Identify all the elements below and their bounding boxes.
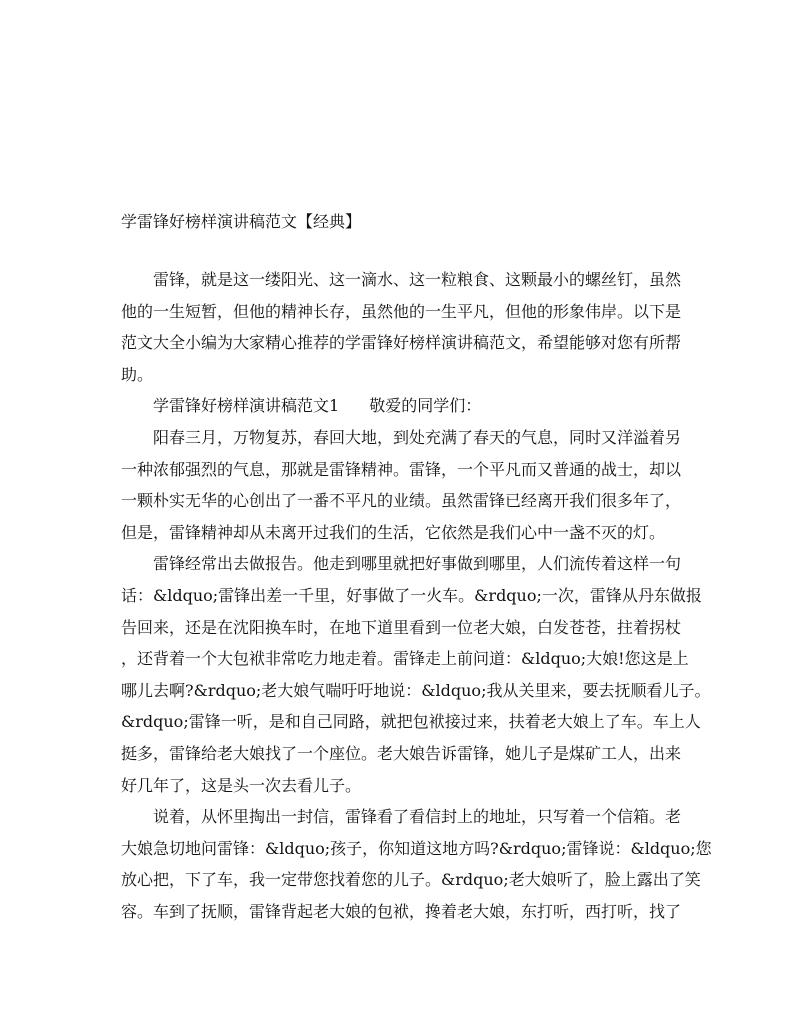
- paragraph-line: 雷锋经常出去做报告。他走到哪里就把好事做到哪里，人们流传着这样一句: [153, 554, 682, 574]
- paragraph-line: 告回来，还是在沈阳换车时，在地下道里看到一位老大娘，白发苍苍，拄着拐杖: [121, 617, 682, 637]
- paragraph-line: 范文大全小编为大家精心推荐的学雷锋好榜样演讲稿范文，希望能够对您有所帮: [121, 333, 682, 353]
- section-heading-line: [121, 390, 681, 422]
- document-body: [121, 264, 712, 927]
- section-heading: 学雷锋好榜样演讲稿范文1: [153, 396, 340, 416]
- paragraph-line: 助。: [121, 364, 154, 384]
- paragraph-line: 挺多，雷锋给老大娘找了一个座位。老大娘告诉雷锋，她儿子是煤矿工人，出来: [121, 743, 682, 763]
- paragraph-line: 一种浓郁强烈的气息，那就是雷锋精神。雷锋，一个平凡而又普通的战士，却以: [121, 459, 682, 479]
- paragraph-line: 说着，从怀里掏出一封信，雷锋看了看信封上的地址，只写着一个信箱。老: [153, 807, 682, 827]
- paragraph-line: 他的一生短暂，但他的精神长存，虽然他的一生平凡，但他的形象伟岸。以下是: [121, 301, 682, 321]
- salutation: 敬爱的同学们：: [369, 396, 482, 416]
- document-title: 学雷锋好榜样演讲稿范文【经典】: [121, 212, 362, 231]
- paragraph-line: 放心把，下了车，我一定带您找着您的儿子。&rdquo;老大娘听了，脸上露出了笑: [121, 870, 701, 890]
- paragraph-line: 大娘急切地问雷锋：&ldquo;孩子，你知道这地方吗?&rdquo;雷锋说：&ldquo;您: [121, 838, 712, 858]
- paragraph-line: &rdquo;雷锋一听，是和自己同路，就把包袱接过来，扶着老大娘上了车。车上人: [121, 712, 701, 732]
- paragraph-line: 好几年了，这是头一次去看儿子。: [121, 775, 362, 795]
- paragraph-line: 雷锋，就是这一缕阳光、这一滴水、这一粒粮食、这颗最小的螺丝钉，虽然: [153, 270, 682, 289]
- paragraph-line: 但是，雷锋精神却从未离开过我们的生活，它依然是我们心中一盏不灭的灯。: [121, 522, 666, 542]
- paragraph-line: 话：&ldquo;雷锋出差一千里，好事做了一火车。&rdquo;一次，雷锋从丹东做报: [121, 585, 702, 605]
- paragraph-line: 一颗朴实无华的心创出了一番不平凡的业绩。虽然雷锋已经离开我们很多年了，: [121, 491, 682, 511]
- paragraph-line: 哪儿去啊?&rdquo;老大娘气喘吁吁地说：&ldquo;我从关里来，要去抚顺看儿子。: [121, 680, 711, 700]
- paragraph-line: 容。车到了抚顺，雷锋背起老大娘的包袱，搀着老大娘，东打听，西打听，找了: [121, 901, 682, 921]
- paragraph-line: 阳春三月，万物复苏，春回大地，到处充满了春天的气息，同时又洋溢着另: [153, 427, 682, 447]
- paragraph-line: ，还背着一个大包袱非常吃力地走着。雷锋走上前问道：&ldquo;大娘!您这是上: [121, 649, 689, 669]
